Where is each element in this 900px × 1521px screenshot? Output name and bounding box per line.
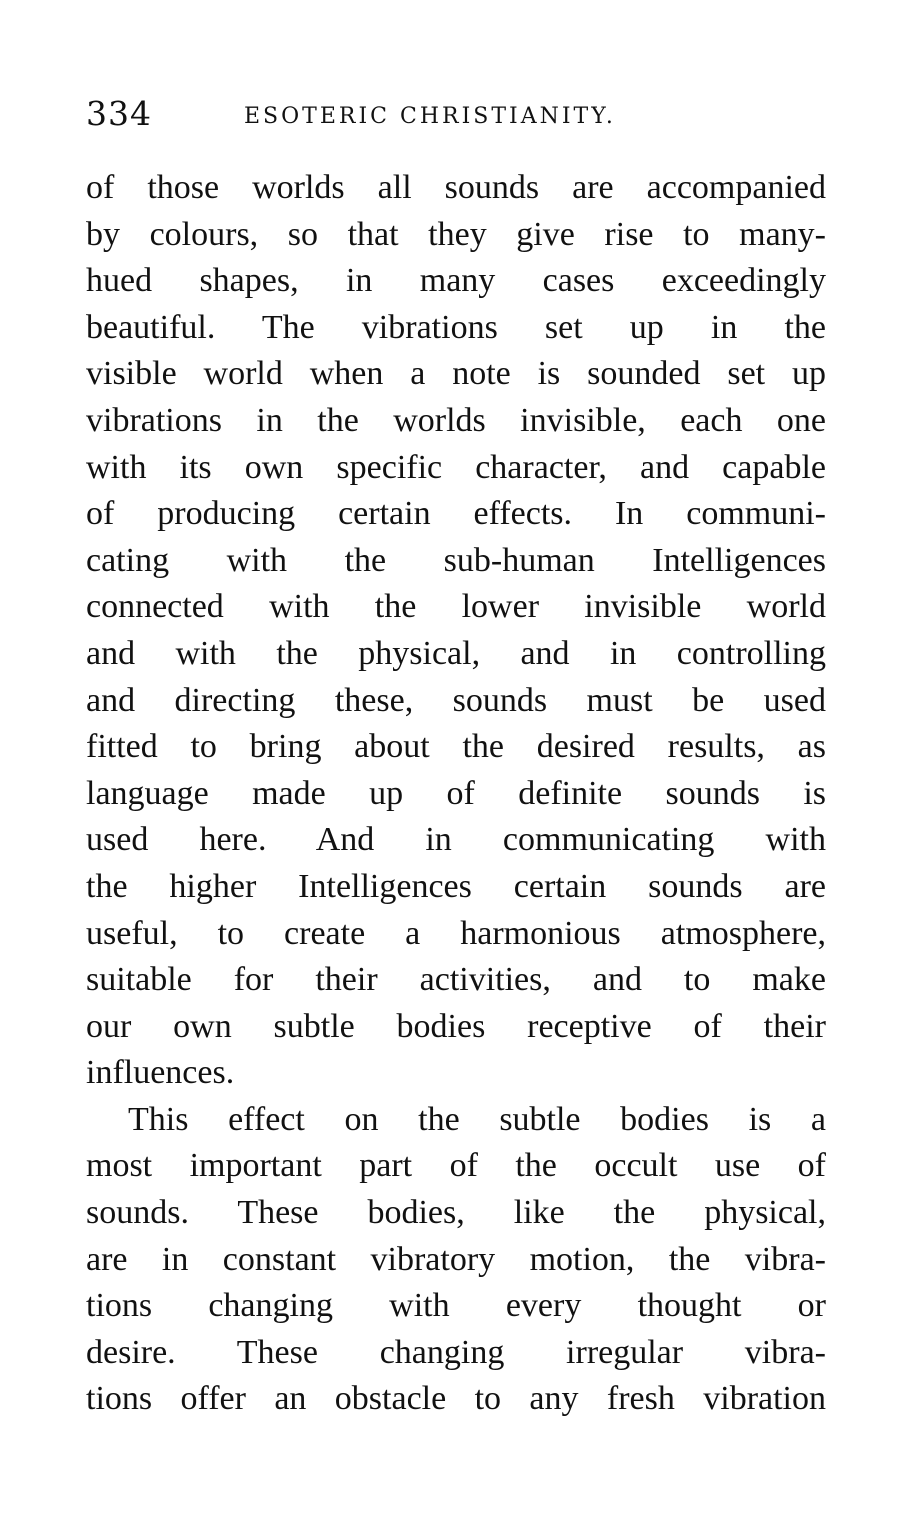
body-text bbox=[86, 165, 826, 1423]
text-line: of producing certain effects. In communi- bbox=[86, 495, 826, 533]
text-line: are in constant vibratory motion, the vibra- bbox=[86, 1240, 826, 1278]
text-line: of those worlds all sounds are accompanied bbox=[86, 169, 826, 206]
text-line: most important part of the occult use of bbox=[86, 1147, 826, 1185]
text-line: fitted to bring about the desired results, as bbox=[86, 728, 826, 766]
text-line: beautiful. The vibrations set up in the bbox=[86, 308, 826, 346]
text-line: and with the physical, and in controlling bbox=[86, 634, 826, 672]
text-line: with its own specific character, and capable bbox=[86, 448, 826, 486]
text-line: This effect on the subtle bodies is a bbox=[128, 1100, 826, 1138]
text-line: cating with the sub-human Intelligences bbox=[86, 541, 826, 579]
text-line: our own subtle bodies receptive of their bbox=[86, 1007, 826, 1045]
running-head bbox=[86, 92, 826, 142]
text-line: by colours, so that they give rise to many- bbox=[86, 215, 826, 253]
text-line: tions changing with every thought or bbox=[86, 1287, 826, 1325]
text-line: sounds. These bodies, like the physical, bbox=[86, 1194, 826, 1232]
text-line: and directing these, sounds must be used bbox=[86, 681, 826, 719]
text-line: hued shapes, in many cases exceedingly bbox=[86, 262, 826, 300]
text-line: language made up of definite sounds is bbox=[86, 774, 826, 812]
text-line: influences. bbox=[86, 1054, 235, 1092]
text-line: desire. These changing irregular vibra- bbox=[86, 1333, 826, 1371]
text-line: useful, to create a harmonious atmosphere, bbox=[86, 914, 826, 952]
text-line: vibrations in the worlds invisible, each one bbox=[86, 401, 826, 439]
paragraph-2 bbox=[86, 1097, 826, 1423]
text-line: connected with the lower invisible world bbox=[86, 588, 826, 626]
text-line: used here. And in communicating with bbox=[86, 821, 826, 859]
book-title: ESOTERIC CHRISTIANITY. bbox=[244, 104, 616, 129]
text-line: visible world when a note is sounded set up bbox=[86, 355, 826, 393]
text-line: the higher Intelligences certain sounds are bbox=[86, 867, 826, 905]
text-line: suitable for their activities, and to make bbox=[86, 961, 826, 999]
text-line: tions offer an obstacle to any fresh vibration bbox=[86, 1380, 826, 1418]
paragraph-1 bbox=[86, 165, 826, 1097]
page-number: 334 bbox=[86, 94, 152, 133]
